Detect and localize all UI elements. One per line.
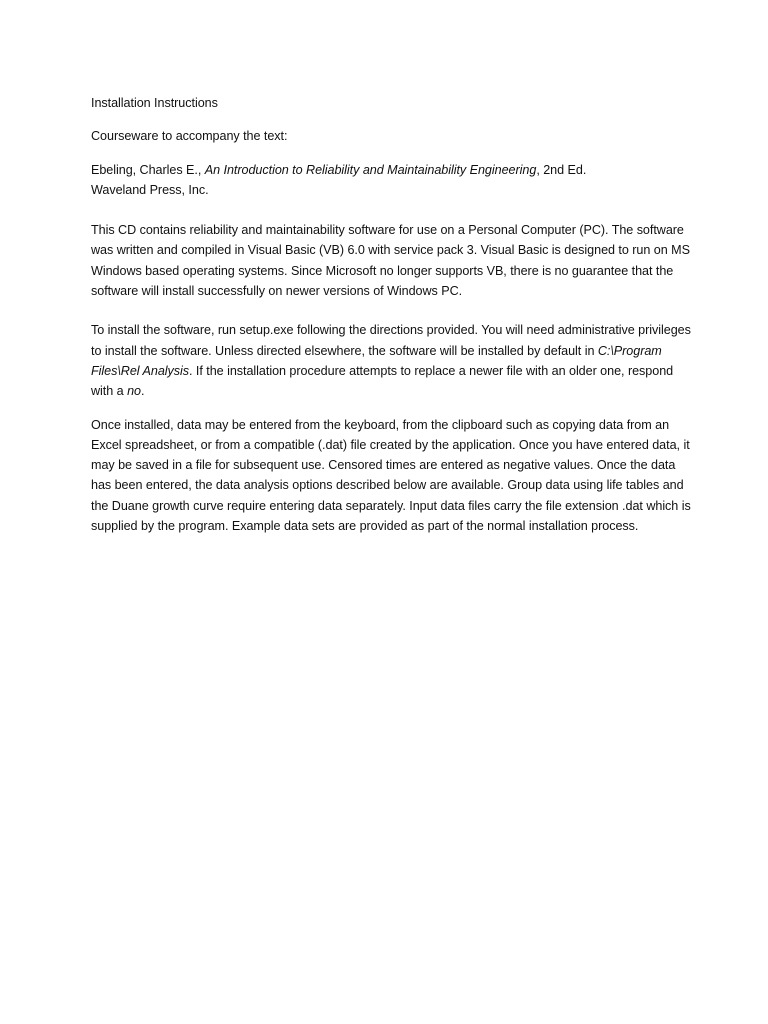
document-subtitle: Courseware to accompany the text:	[91, 129, 288, 144]
install-text-3: .	[140, 384, 145, 399]
citation-book-title: An Introduction to Reliability and Maintainability Engineering	[204, 162, 537, 177]
citation	[91, 160, 691, 201]
install-text-1: To install the software, run setup.exe following the directions provided. You will need administrative privileges to install the software. Unless directed elsewhere, the software will be installed by default in	[91, 323, 691, 358]
install-path: C:\Program Files\Rel Analysis	[91, 343, 662, 378]
citation-author: Ebeling, Charles E.,	[91, 162, 205, 177]
document-body	[91, 93, 691, 536]
paragraph-install	[91, 320, 691, 401]
document-title: Installation Instructions	[91, 96, 218, 110]
citation-publisher: Waveland Press, Inc.	[91, 182, 209, 197]
install-answer: no	[127, 384, 141, 399]
install-text-2: . If the installation procedure attempts to replace a newer file with an older one, respond with a	[91, 363, 674, 399]
paragraph-cd-contents: This CD contains reliability and maintainability software for use on a Personal Computer (PC). The software was written and compiled in Visual Basic (VB) 6.0 with service pack 3. Visual Basic is designed to run on MS Windows based operating systems. Since Microsoft no longer supports VB, there is no guarantee that the software will install successfully on newer versions of Windows PC.	[91, 223, 690, 299]
citation-edition: , 2nd Ed.	[536, 162, 587, 177]
paragraph-data-entry: Once installed, data may be entered from the keyboard, from the clipboard such as copying data from an Excel spreadsheet, or from a compatible (.dat) file created by the application. Once you have entered data, it may be saved in a file for subsequent use. Censored times are entered as negative values. Once the data has been entered, the data analysis options described below are available. Group data using life tables and the Duane growth curve require entering data separately. Input data files carry the file extension .dat which is supplied by the program. Example data sets are provided as part of the normal installation process.	[91, 417, 691, 534]
